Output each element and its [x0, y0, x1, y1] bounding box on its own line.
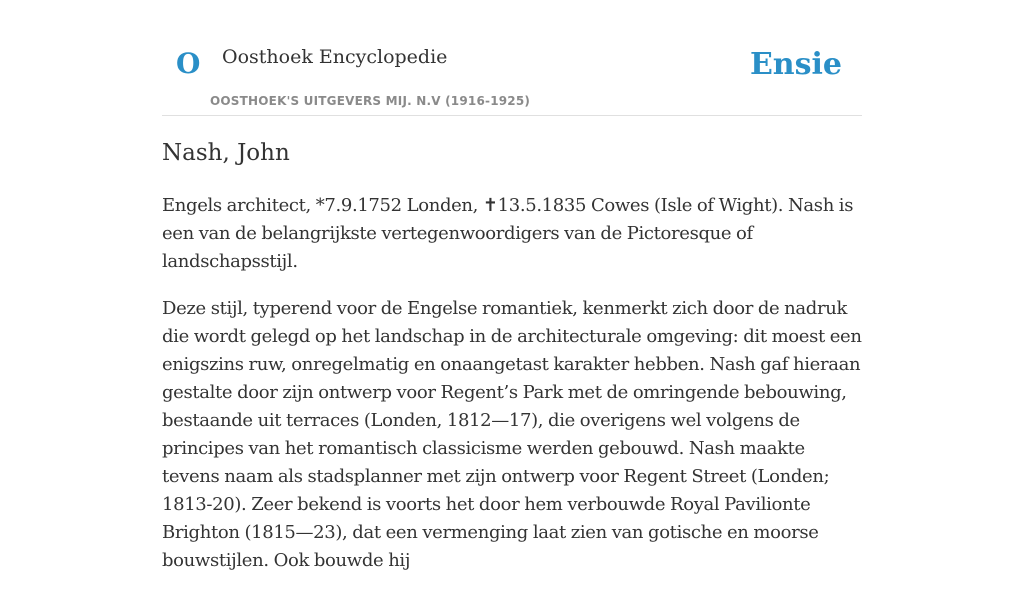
publisher-label: OOSTHOEK'S UITGEVERS MIJ. N.V (1916-1925)	[210, 94, 531, 108]
encyclopedia-logo-icon[interactable]: O	[176, 47, 201, 80]
site-header	[162, 0, 862, 116]
page-container	[162, 0, 862, 571]
article-title: Nash, John	[162, 140, 290, 166]
article-paragraph: Engels architect, *7.9.1752 Londen, ✝13.5.1835 Cowes (Isle of Wight). Nash is een van de belangrijkste vertegenwoordigers van de Pictoresque of landschapsstijl.	[162, 195, 854, 272]
encyclopedia-title-link[interactable]: Oosthoek Encyclopedie	[222, 46, 448, 68]
ensie-brand-link[interactable]: Ensie	[749, 47, 842, 82]
article-paragraph: Deze stijl, typerend voor de Engelse romantiek, kenmerkt zich door de nadruk die wordt gelegd op het landschap in de architecturale omgeving: dit moest een enigszins ruw, onregelmatig en onaangetast karakter hebben. Nash gaf hieraan gestalte door zijn ontwerp voor Regent’s Park met de omringende bebouwing, bestaande uit terraces (Londen, 1812—17), die overigens wel volgens de principes van het romantisch classicisme werden gebouwd. Nash maakte tevens naam als stadsplanner met zijn ontwerp voor Regent Street (Londen; 1813-20). Zeer bekend is voorts het door hem verbouwde Royal Pavilionte Brighton (1815—23), dat een vermenging laat zien van gotische en moorse bouwstijlen. Ook bouwde hij	[162, 298, 862, 571]
article-body	[162, 192, 862, 594]
